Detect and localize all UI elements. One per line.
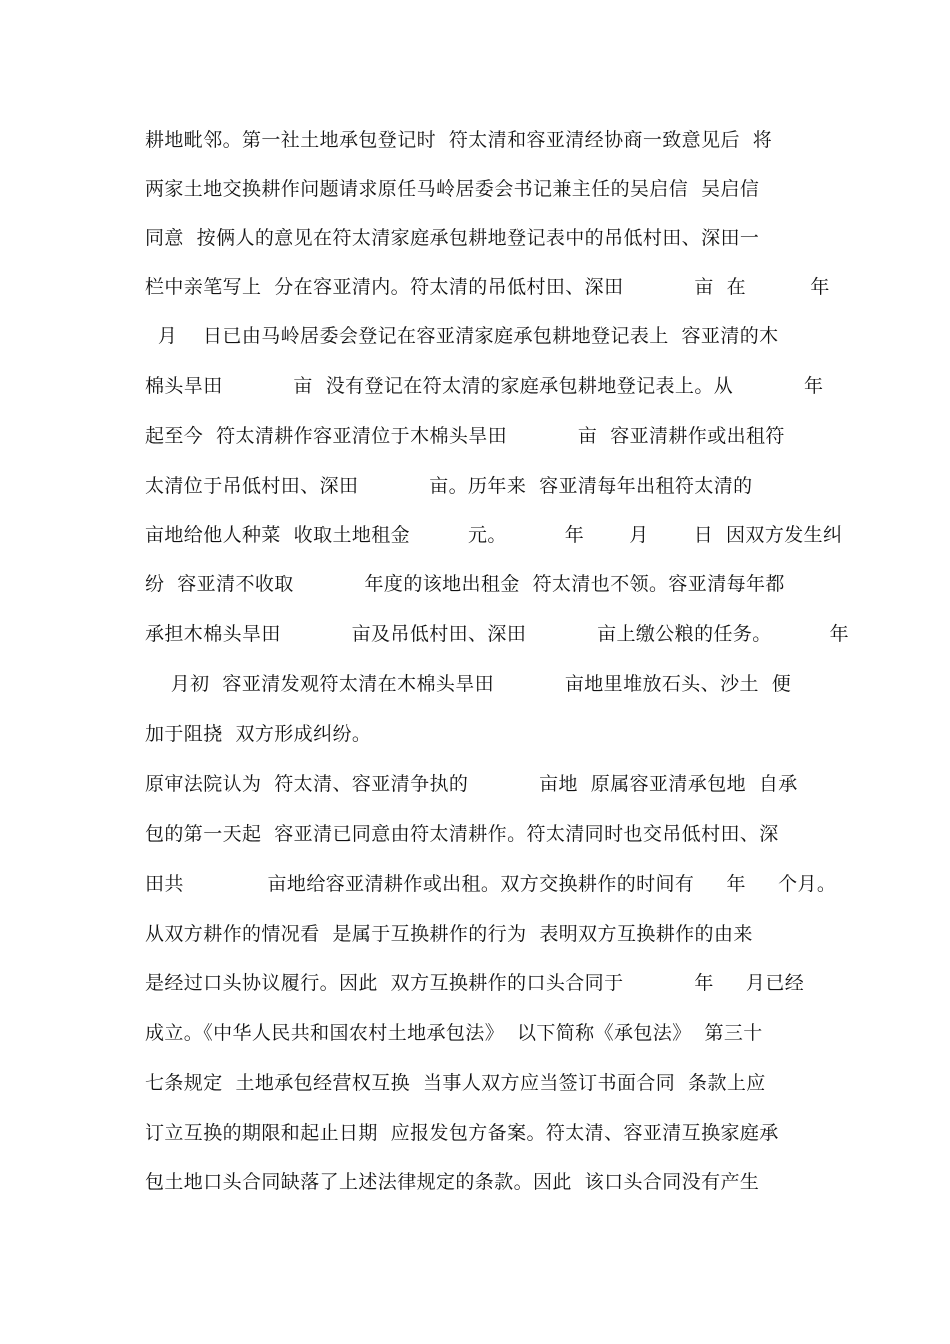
text-line: 成立。《中华人民共和国农村土地承包法》 以下简称《承包法》 第三十 bbox=[145, 1022, 763, 1044]
text-line: 亩地给他人种菜 收取土地租金 元。 年 月 日 因双方发生纠 bbox=[145, 524, 843, 546]
text-line: 加于阻挠 双方形成纠纷。 bbox=[145, 723, 372, 745]
text-line: 订立互换的期限和起止日期 应报发包方备案。符太清、容亚清互换家庭承 bbox=[145, 1122, 779, 1144]
text-line: 起至今 符太清耕作容亚清位于木棉头旱田 亩 容亚清耕作或出租符 bbox=[145, 425, 785, 447]
text-line: 月初 容亚清发观符太清在木棉头旱田 亩地里堆放石头、沙土 便 bbox=[145, 673, 792, 695]
text-line: 月 日已由马岭居委会登记在容亚清家庭承包耕地登记表上 容亚清的木 bbox=[145, 325, 779, 347]
text-line: 包土地口头合同缺落了上述法律规定的条款。因此 该口头合同没有产生 bbox=[145, 1171, 760, 1193]
text-line: 包的第一天起 容亚清已同意由符太清耕作。符太清同时也交吊低村田、深 bbox=[145, 823, 779, 845]
text-line: 耕地毗邻。第一社土地承包登记时 符太清和容亚清经协商一致意见后 将 bbox=[145, 129, 773, 151]
text-line: 从双方耕作的情况看 是属于互换耕作的行为 表明双方互换耕作的由来 bbox=[145, 923, 753, 945]
text-line: 纷 容亚清不收取 年度的该地出租金 符太清也不领。容亚清每年都 bbox=[145, 573, 785, 595]
text-line: 田共 亩地给容亚清耕作或出租。双方交换耕作的时间有 年 个月。 bbox=[145, 873, 837, 895]
text-line: 两家土地交换耕作问题请求原任马岭居委会书记兼主任的吴启信 吴启信 bbox=[145, 178, 760, 200]
text-line: 太清位于吊低村田、深田 亩。历年来 容亚清每年出租符太清的 bbox=[145, 475, 753, 497]
text-line: 栏中亲笔写上 分在容亚清内。符太清的吊低村田、深田 亩 在 年 bbox=[145, 276, 830, 298]
text-line: 棉头旱田 亩 没有登记在符太清的家庭承包耕地登记表上。从 年 bbox=[145, 375, 824, 397]
text-line: 是经过口头协议履行。因此 双方互换耕作的口头合同于 年 月已经 bbox=[145, 972, 805, 994]
text-line: 原审法院认为 符太清、容亚清争执的 亩地 原属容亚清承包地 自承 bbox=[145, 773, 798, 795]
text-line: 同意 按俩人的意见在符太清家庭承包耕地登记表中的吊低村田、深田一 bbox=[145, 227, 760, 249]
text-line: 承担木棉头旱田 亩及吊低村田、深田 亩上缴公粮的任务。 年 bbox=[145, 623, 850, 645]
text-line: 七条规定 土地承包经营权互换 当事人双方应当签订书面合同 条款上应 bbox=[145, 1072, 766, 1094]
